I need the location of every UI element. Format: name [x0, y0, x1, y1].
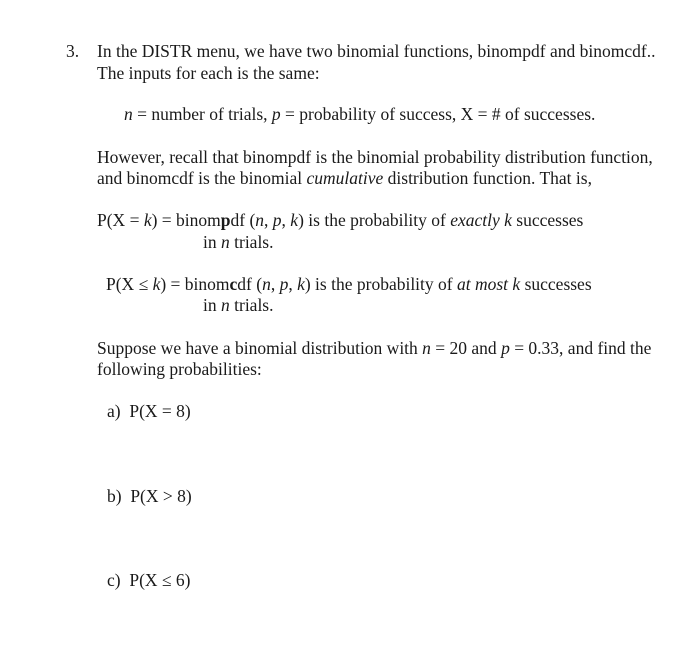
- paragraph-3-line-1: [97, 338, 651, 358]
- eq1-func-letter: p: [220, 210, 231, 230]
- input-definitions: [124, 104, 595, 124]
- binomcdf-definition: [106, 274, 592, 294]
- eq2-arg-k: k: [297, 274, 305, 294]
- eq1-arg-k: k: [290, 210, 299, 230]
- eq1-desc-end: successes: [511, 210, 584, 230]
- intro-line-2: The inputs for each is the same:: [97, 63, 320, 83]
- question-c: [107, 570, 191, 590]
- var-n: n: [124, 104, 133, 124]
- p3-n: n: [422, 338, 431, 358]
- binompdf-definition-cont: [203, 232, 274, 252]
- eq1-arg-n: n: [255, 210, 265, 230]
- paragraph-2-line-1: However, recall that binompdf is the binomial probability distribution function,: [97, 147, 653, 167]
- eq1-desc-em: exactly k: [450, 210, 512, 230]
- var-p: p: [271, 104, 281, 124]
- p-description: = probability of success, X = # of successes.: [280, 104, 596, 124]
- question-expr: P(X > 8): [130, 486, 192, 506]
- p3-n-val: = 20 and: [430, 338, 502, 358]
- eq2-lhs: P(X ≤: [106, 274, 153, 294]
- eq2-arg-n: n: [262, 274, 271, 294]
- binomcdf-definition-cont: [203, 295, 274, 315]
- question-label: b): [107, 486, 122, 506]
- question-label: c): [107, 570, 121, 590]
- eq1-arg-p: p: [272, 210, 282, 230]
- question-b: [107, 486, 192, 506]
- eq2-func-letter: c: [229, 274, 238, 294]
- eq1-l2-post: trials.: [229, 232, 274, 252]
- p3-p: p: [501, 338, 510, 358]
- eq2-arg-p: p: [279, 274, 289, 294]
- eq2-l2-post: trials.: [229, 295, 274, 315]
- eq1-sep1: ,: [264, 210, 273, 230]
- question-expr: P(X = 8): [129, 401, 191, 421]
- eq1-k: k: [143, 210, 152, 230]
- eq1-func-rest: df (: [230, 210, 256, 230]
- eq1-desc: ) is the probability of: [298, 210, 451, 230]
- question-expr: P(X ≤ 6): [129, 570, 191, 590]
- eq1-l2-pre: in: [203, 232, 221, 252]
- paragraph-3-line-2: following probabilities:: [97, 359, 262, 379]
- p2-text: and binomcdf is the binomial: [97, 168, 307, 188]
- p2-text-end: distribution function. That is,: [383, 168, 592, 188]
- problem-number: 3.: [66, 41, 80, 61]
- eq2-k: k: [152, 274, 161, 294]
- eq2-desc-end: successes: [520, 274, 592, 294]
- eq2-sep1: ,: [270, 274, 280, 294]
- eq1-l2-n: n: [221, 232, 230, 252]
- paragraph-2-line-2: [97, 168, 592, 188]
- n-description: = number of trials,: [132, 104, 272, 124]
- eq2-sep2: ,: [288, 274, 298, 294]
- question-a: [107, 401, 191, 421]
- question-label: a): [107, 401, 121, 421]
- eq2-desc: ) is the probability of: [304, 274, 457, 294]
- eq2-l2-pre: in: [203, 295, 221, 315]
- intro-line-1: In the DISTR menu, we have two binomial functions, binompdf and binomcdf..: [97, 41, 656, 61]
- p3-p-val: = 0.33, and find the: [509, 338, 652, 358]
- eq2-func-rest: df (: [237, 274, 263, 294]
- eq1-lhs: P(X =: [97, 210, 144, 230]
- eq2-eq: ) = binom: [160, 274, 230, 294]
- p3-pre: Suppose we have a binomial distribution with: [97, 338, 423, 358]
- eq1-eq: ) = binom: [151, 210, 221, 230]
- binompdf-definition: [97, 210, 583, 230]
- eq1-sep2: ,: [281, 210, 291, 230]
- p2-emphasis: cumulative: [306, 168, 384, 188]
- eq2-desc-em: at most k: [457, 274, 521, 294]
- eq2-l2-n: n: [221, 295, 230, 315]
